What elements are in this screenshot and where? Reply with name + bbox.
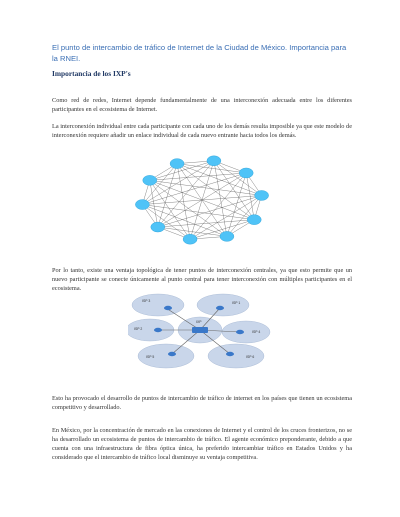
ixp-switch-icon (192, 327, 208, 333)
label-isp4: ISP 4 (252, 330, 261, 334)
mesh-node (151, 222, 165, 232)
router-icon (164, 306, 172, 310)
router-icon (226, 352, 234, 356)
full-mesh-diagram (132, 150, 272, 250)
label-isp5: ISP 5 (146, 355, 155, 359)
mesh-link (158, 164, 177, 227)
mesh-node (135, 200, 149, 210)
mesh-link (150, 180, 158, 227)
mesh-node (207, 156, 221, 166)
paragraph-mexico: En México, por la concentración de mercado en las conexiones de Internet y el control de los cruces fronterizos, no se ha desarrollado un ecosistema de puntos de intercambio de tráfico. El agente económico preponderante, debido a que cuenta con una infraestructura de fibra óptica única, ha preferido intercambiar tráfico en Estados Unidos y ha considerado que el intercambio de tráfico local disminuye su ventaja competitiva. (52, 427, 352, 462)
router-icon (154, 328, 162, 332)
mesh-link (227, 173, 246, 236)
mesh-link (177, 164, 227, 237)
router-icon (216, 306, 224, 310)
mesh-node (143, 175, 157, 185)
mesh-node (220, 231, 234, 241)
label-isp3: ISP 3 (142, 299, 151, 303)
label-isp1: ISP 1 (232, 301, 241, 305)
label-isp2: ISP 2 (134, 327, 143, 331)
mesh-link (150, 173, 246, 180)
paragraph-topological-advantage: Por lo tanto, existe una ventaja topológica de tener puntos de interconexión centrales, ya que esto permite que un nuevo participante se conecte únicamente al punto central para tener interconexión con múltiples participantes en el ecosistema. (52, 267, 352, 293)
router-icon (168, 352, 176, 356)
mesh-node (255, 190, 269, 200)
label-isp6: ISP 6 (246, 355, 255, 359)
document-title: El punto de intercambio de tráfico de Internet de la Ciudad de México. Importancia para la RNEI. (52, 43, 347, 63)
label-ixp: IXP (196, 320, 202, 324)
paragraph-individual-interconnection: La interconexión individual entre cada participante con cada uno de los demás resulta imposible ya que este modelo de interconexión requiere añadir un enlace individual de cada nuevo entrante hacia todos los demás. (52, 123, 352, 140)
router-icon (236, 330, 244, 334)
mesh-link (158, 220, 254, 227)
paragraph-ixp-development: Esto ha provocado el desarrollo de puntos de intercambio de tráfico de internet en los países que tienen un ecosistema competitivo y desarrollado. (52, 395, 352, 412)
cloud-isp6 (208, 344, 264, 368)
mesh-link (142, 205, 254, 220)
cloud-isp1 (197, 294, 249, 316)
cloud-isp4 (222, 321, 270, 343)
paragraph-intro: Como red de redes, Internet depende fundamentalmente de una interconexión adecuada entre los diferentes participantes en el ecosistema de Internet. (52, 97, 352, 114)
ixp-network-diagram (128, 292, 273, 372)
section-heading: Importancia de los IXP's (52, 69, 131, 78)
mesh-node (170, 159, 184, 169)
mesh-link (142, 205, 190, 240)
cloud-isp3 (132, 294, 184, 316)
mesh-node (183, 234, 197, 244)
mesh-node (247, 215, 261, 225)
mesh-link (150, 180, 262, 195)
mesh-node (239, 168, 253, 178)
